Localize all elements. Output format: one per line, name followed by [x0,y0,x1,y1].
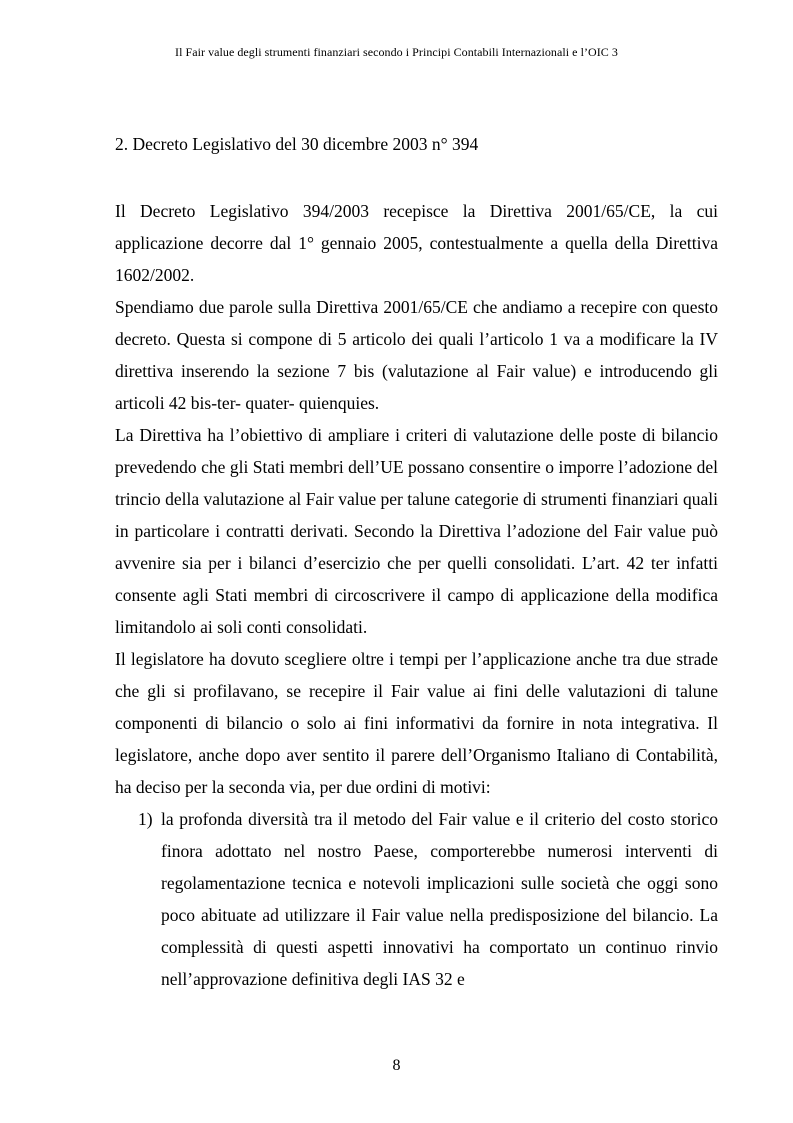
paragraph: Spendiamo due parole sulla Direttiva 2001/65/CE che andiamo a recepire con questo decreto. Questa si compone di 5 articolo dei quali l’articolo 1 va a modificare la IV direttiva inserendo la sezione 7 bis (valutazione al Fair value) e introducendo gli articoli 42 bis-ter- quater- quienquies. [115,297,718,413]
paragraph: Il Decreto Legislativo 394/2003 recepisce la Direttiva 2001/65/CE, la cui applicazione decorre dal 1° gennaio 2005, contestualmente a quella della Direttiva 1602/2002. [115,201,718,285]
running-header: Il Fair value degli strumenti finanziari secondo i Principi Contabili Internazionali e l’OIC 3 [175,45,618,59]
paragraph: La Direttiva ha l’obiettivo di ampliare i criteri di valutazione delle poste di bilancio prevedendo che gli Stati membri dell’UE possano consentire o imporre l’adozione del trincio della valutazione al Fair value per talune categorie di strumenti finanziari quali in particolare i contratti derivati. Secondo la Direttiva l’adozione del Fair value può avvenire sia per i bilanci d’esercizio che per quelli consolidati. L’art. 42 ter infatti consente agli Stati membri di circoscrivere il campo di applicazione della modifica limitandolo ai soli conti consolidati. [115,425,718,637]
list-item [115,803,718,995]
list-item-text: la profonda diversità tra il metodo del Fair value e il criterio del costo storico finora adottato nel nostro Paese, comporterebbe numerosi interventi di regolamentazione tecnica e notevoli implicazioni sulle società che oggi sono poco abituate ad utilizzare il Fair value nella predisposizione del bilancio. La complessità di questi aspetti innovativi ha comportato un continuo rinvio nell’approvazione definitiva degli IAS 32 e [161,809,718,989]
paragraph: Il legislatore ha dovuto scegliere oltre i tempi per l’applicazione anche tra due strade che gli si profilavano, se recepire il Fair value ai fini delle valutazioni di talune componenti di bilancio o solo ai fini informativi da fornire in nota integrativa. Il legislatore, anche dopo aver sentito il parere dell’Organismo Italiano di Contabilità, ha deciso per la seconda via, per due ordini di motivi: [115,649,718,797]
list-item-number: 1) [138,809,153,829]
section-title: 2. Decreto Legislativo del 30 dicembre 2003 n° 394 [115,134,479,154]
numbered-list [115,803,718,995]
body-text [115,195,718,995]
page-number: 8 [392,1057,401,1074]
